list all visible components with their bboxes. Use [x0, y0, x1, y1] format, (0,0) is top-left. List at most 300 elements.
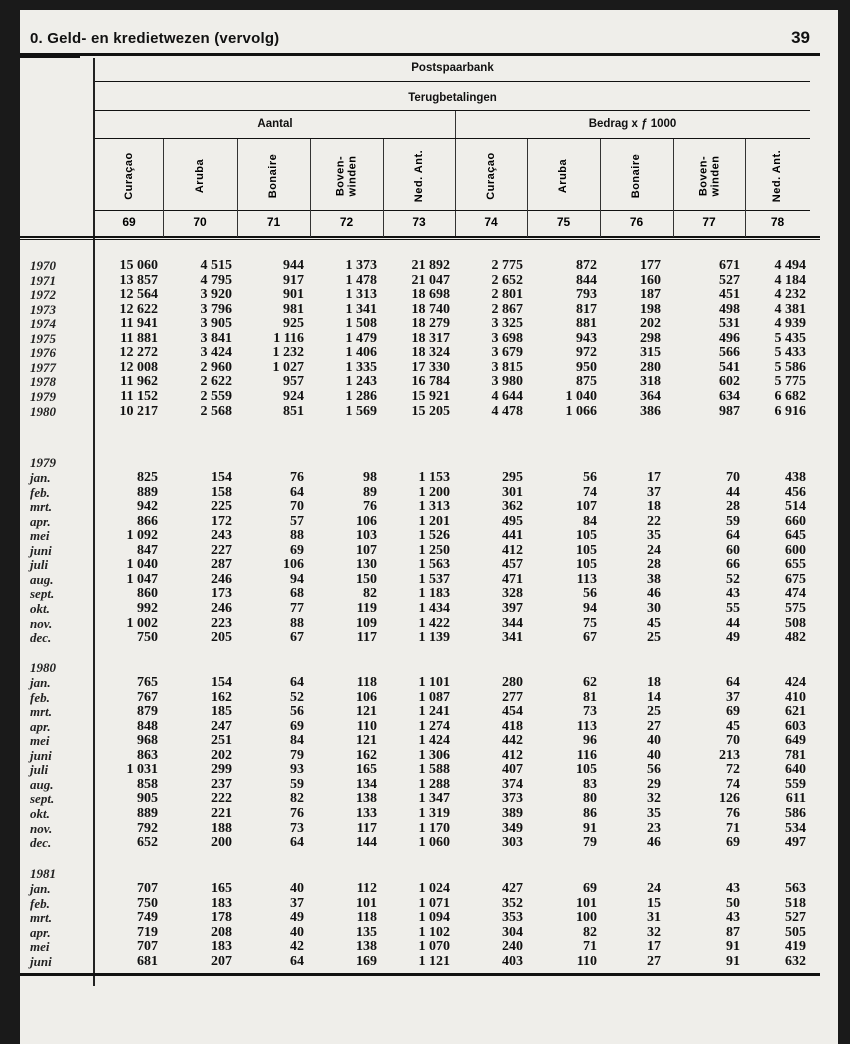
top-rule — [20, 53, 820, 56]
table-cell: 117 — [356, 630, 377, 646]
table-cell: 28 — [647, 557, 661, 573]
table-cell: 942 — [137, 499, 158, 515]
table-cell: 69 — [726, 704, 740, 720]
table-cell: 70 — [290, 499, 304, 515]
table-cell: 22 — [647, 513, 661, 529]
column-number: 72 — [339, 215, 354, 229]
table-cell: 397 — [502, 600, 523, 616]
table-cell: 96 — [583, 733, 597, 749]
row-label: 1979 — [30, 388, 56, 404]
table-cell: 765 — [137, 675, 158, 690]
table-cell: 943 — [576, 330, 597, 346]
table-cell: 106 — [356, 513, 377, 529]
row-label: okt. — [30, 805, 50, 821]
section-label: 1979 — [30, 455, 56, 470]
table-cell: 1 139 — [418, 630, 450, 646]
table-cell: 46 — [647, 586, 661, 602]
table-cell: 1 313 — [345, 287, 377, 303]
table-cell: 91 — [583, 820, 597, 836]
table-cell: 5 775 — [774, 374, 806, 390]
table-cell: 442 — [502, 733, 523, 749]
table-cell: 105 — [576, 528, 597, 544]
page-title: 0. Geld- en kredietwezen (vervolg) — [30, 30, 280, 47]
row-label: feb. — [30, 689, 50, 705]
table-cell: 3 796 — [200, 301, 232, 317]
table-cell: 118 — [356, 910, 377, 926]
table-cell: 73 — [583, 704, 597, 720]
table-cell: 55 — [726, 600, 740, 616]
table-cell: 4 515 — [200, 258, 232, 273]
table-cell: 158 — [211, 484, 232, 500]
bottom-rule — [20, 973, 820, 976]
table-cell: 75 — [583, 615, 597, 631]
table-cell: 1 588 — [418, 762, 450, 778]
table-cell: 2 960 — [200, 359, 232, 375]
row-label: mei — [30, 939, 50, 955]
column-header-label: Boven- winden — [696, 155, 721, 197]
table-cell: 11 941 — [120, 316, 158, 332]
table-cell: 62 — [583, 675, 597, 690]
table-cell: 1 002 — [126, 615, 158, 631]
row-label: 1980 — [30, 403, 56, 419]
column-number: 69 — [122, 215, 136, 229]
table-cell: 15 — [647, 895, 661, 911]
table-cell: 917 — [283, 272, 304, 288]
row-label: 1974 — [30, 316, 56, 332]
table-cell: 79 — [583, 835, 597, 851]
table-cell: 172 — [211, 513, 232, 529]
table-cell: 707 — [137, 881, 158, 896]
table-cell: 301 — [502, 484, 523, 500]
table-cell: 671 — [719, 258, 740, 273]
table-cell: 116 — [576, 747, 597, 763]
column-divider — [745, 139, 746, 237]
table-cell: 1 031 — [126, 762, 158, 778]
table-cell: 681 — [137, 953, 158, 969]
table-cell: 32 — [647, 924, 661, 940]
table-cell: 374 — [502, 776, 523, 792]
table-cell: 15 205 — [411, 403, 450, 419]
table-cell: 3 920 — [200, 287, 232, 303]
table-cell: 56 — [583, 470, 597, 485]
table-cell: 86 — [583, 805, 597, 821]
table-cell: 50 — [726, 895, 740, 911]
table-cell: 177 — [640, 258, 661, 273]
table-cell: 87 — [726, 924, 740, 940]
table-cell: 200 — [211, 835, 232, 851]
table-cell: 12 008 — [119, 359, 158, 375]
table-cell: 66 — [726, 557, 740, 573]
table-cell: 165 — [356, 762, 377, 778]
table-cell: 863 — [137, 747, 158, 763]
table-cell: 652 — [137, 835, 158, 851]
table-cell: 299 — [211, 762, 232, 778]
table-cell: 88 — [290, 615, 304, 631]
table-cell: 559 — [785, 776, 806, 792]
table-cell: 353 — [502, 910, 523, 926]
table-cell: 56 — [583, 586, 597, 602]
table-cell: 76 — [290, 470, 304, 485]
table-cell: 386 — [640, 403, 661, 419]
table-cell: 49 — [290, 910, 304, 926]
table-cell: 76 — [726, 805, 740, 821]
table-cell: 563 — [785, 881, 806, 896]
table-cell: 101 — [356, 895, 377, 911]
rule — [95, 110, 810, 111]
table-cell: 649 — [785, 733, 806, 749]
table-cell: 251 — [211, 733, 232, 749]
column-number: 71 — [266, 215, 281, 229]
column-header-label: Aruba — [194, 158, 206, 194]
table-cell: 227 — [211, 542, 232, 558]
table-cell: 881 — [576, 316, 597, 332]
table-cell: 56 — [647, 762, 661, 778]
table-cell: 1 479 — [345, 330, 377, 346]
table-cell: 4 381 — [774, 301, 806, 317]
table-cell: 719 — [137, 924, 158, 940]
column-number: 77 — [702, 215, 716, 229]
table-cell: 69 — [290, 542, 304, 558]
table-cell: 4 478 — [491, 403, 523, 419]
table-cell: 144 — [356, 835, 377, 851]
table-cell: 4 494 — [774, 258, 806, 273]
table-cell: 451 — [719, 287, 740, 303]
table-cell: 1 250 — [418, 542, 450, 558]
row-label: jan. — [30, 881, 51, 896]
table-cell: 183 — [211, 895, 232, 911]
table-cell: 222 — [211, 791, 232, 807]
table-cell: 60 — [726, 542, 740, 558]
row-label: juli — [30, 762, 49, 778]
table-cell: 45 — [647, 615, 661, 631]
table-cell: 59 — [290, 776, 304, 792]
table-cell: 71 — [726, 820, 740, 836]
table-cell: 94 — [583, 600, 597, 616]
row-label: 1971 — [30, 272, 56, 288]
table-cell: 817 — [576, 301, 597, 317]
table-cell: 318 — [640, 374, 661, 390]
table-cell: 162 — [356, 747, 377, 763]
table-cell: 37 — [647, 484, 661, 500]
column-header — [383, 142, 455, 210]
group-header: Postspaarbank — [411, 62, 494, 74]
table-cell: 1 040 — [126, 557, 158, 573]
table-cell: 6 682 — [774, 388, 806, 404]
table-cell: 875 — [576, 374, 597, 390]
table-cell: 106 — [283, 557, 304, 573]
table-cell: 56 — [290, 704, 304, 720]
row-label: dec. — [30, 630, 52, 646]
table-cell: 901 — [283, 287, 304, 303]
table-cell: 89 — [363, 484, 377, 500]
column-divider — [600, 139, 601, 237]
table-cell: 113 — [576, 571, 597, 587]
table-cell: 178 — [211, 910, 232, 926]
column-divider — [527, 139, 528, 237]
table-cell: 2 622 — [200, 374, 232, 390]
section-label: 1980 — [30, 660, 56, 675]
column-header-label: Ned. Ant. — [413, 149, 425, 203]
table-cell: 1 183 — [418, 586, 450, 602]
table-cell: 103 — [356, 528, 377, 544]
row-label: mrt. — [30, 499, 53, 515]
table-cell: 2 559 — [200, 388, 232, 404]
table-cell: 79 — [290, 747, 304, 763]
table-cell: 165 — [211, 881, 232, 896]
table-cell: 2 867 — [491, 301, 523, 317]
table-cell: 1 569 — [345, 403, 377, 419]
table-cell: 17 — [647, 939, 661, 955]
table-cell: 27 — [647, 953, 661, 969]
table-cell: 575 — [785, 600, 806, 616]
table-cell: 160 — [640, 272, 661, 288]
aantal-header: Aantal — [257, 118, 293, 130]
row-label: mrt. — [30, 910, 53, 926]
table-cell: 12 564 — [119, 287, 158, 303]
rule — [95, 138, 810, 139]
column-number: 75 — [556, 215, 571, 229]
table-cell: 456 — [785, 484, 806, 500]
table-cell: 69 — [583, 881, 597, 896]
table-cell: 634 — [719, 388, 740, 404]
page-number: 39 — [791, 28, 810, 47]
table-cell: 105 — [576, 557, 597, 573]
table-cell: 135 — [356, 924, 377, 940]
header-bottom-rule — [20, 236, 820, 238]
table-cell: 1 422 — [418, 615, 450, 631]
table-cell: 407 — [502, 762, 523, 778]
rule — [95, 210, 810, 211]
table-cell: 31 — [647, 910, 661, 926]
table-cell: 11 152 — [120, 388, 158, 404]
table-cell: 645 — [785, 528, 806, 544]
table-cell: 40 — [290, 881, 304, 896]
table-cell: 3 424 — [200, 345, 232, 361]
table-cell: 3 679 — [491, 345, 523, 361]
table-cell: 28 — [726, 499, 740, 515]
table-cell: 418 — [502, 718, 523, 734]
table-cell: 93 — [290, 762, 304, 778]
table-cell: 43 — [726, 910, 740, 926]
table-cell: 944 — [283, 258, 304, 273]
table-cell: 3 698 — [491, 330, 523, 346]
table-cell: 611 — [785, 791, 806, 807]
table-cell: 91 — [726, 939, 740, 955]
table-cell: 1 092 — [126, 528, 158, 544]
table-cell: 527 — [719, 272, 740, 288]
table-cell: 518 — [785, 895, 806, 911]
table-cell: 130 — [356, 557, 377, 573]
table-cell: 924 — [283, 388, 304, 404]
table-cell: 121 — [356, 733, 377, 749]
row-label: mrt. — [30, 704, 53, 720]
table-cell: 566 — [719, 345, 740, 361]
row-label: aug. — [30, 571, 54, 587]
table-cell: 621 — [785, 704, 806, 720]
table-cell: 640 — [785, 762, 806, 778]
row-label: juli — [30, 557, 49, 573]
table-cell: 1 094 — [418, 910, 450, 926]
table-cell: 213 — [719, 747, 740, 763]
table-cell: 73 — [290, 820, 304, 836]
table-cell: 30 — [647, 600, 661, 616]
document-page — [20, 10, 838, 1044]
table-cell: 600 — [785, 542, 806, 558]
table-cell: 4 795 — [200, 272, 232, 288]
column-header — [673, 142, 745, 210]
table-cell: 118 — [356, 675, 377, 690]
table-cell: 70 — [726, 733, 740, 749]
table-cell: 52 — [726, 571, 740, 587]
table-cell: 44 — [726, 615, 740, 631]
table-cell: 1 306 — [418, 747, 450, 763]
table-cell: 2 652 — [491, 272, 523, 288]
table-cell: 457 — [502, 557, 523, 573]
column-number: 70 — [193, 215, 207, 229]
table-cell: 32 — [647, 791, 661, 807]
table-cell: 1 070 — [418, 939, 450, 955]
column-divider — [673, 139, 674, 237]
table-cell: 4 184 — [774, 272, 806, 288]
table-cell: 1 526 — [418, 528, 450, 544]
table-cell: 64 — [726, 528, 740, 544]
table-cell: 603 — [785, 718, 806, 734]
column-divider — [383, 139, 384, 237]
table-cell: 1 347 — [418, 791, 450, 807]
table-cell: 1 434 — [418, 600, 450, 616]
table-cell: 77 — [290, 600, 304, 616]
table-cell: 1 201 — [418, 513, 450, 529]
table-cell: 98 — [363, 470, 377, 485]
table-cell: 52 — [290, 689, 304, 705]
table-cell: 18 740 — [411, 301, 450, 317]
table-cell: 14 — [647, 689, 661, 705]
table-cell: 117 — [356, 820, 377, 836]
table-cell: 707 — [137, 939, 158, 955]
table-cell: 76 — [363, 499, 377, 515]
table-cell: 205 — [211, 630, 232, 646]
table-cell: 225 — [211, 499, 232, 515]
table-cell: 505 — [785, 924, 806, 940]
table-cell: 12 622 — [119, 301, 158, 317]
table-cell: 424 — [785, 675, 806, 690]
column-header — [237, 142, 310, 210]
column-header — [600, 142, 673, 210]
table-cell: 497 — [785, 835, 806, 851]
column-header-label: Ned. Ant. — [771, 149, 784, 203]
table-cell: 5 435 — [774, 330, 806, 346]
table-cell: 119 — [356, 600, 377, 616]
table-cell: 100 — [576, 910, 597, 926]
table-cell: 3 841 — [200, 330, 232, 346]
header-bottom-rule — [20, 239, 820, 240]
row-label: juni — [30, 747, 52, 763]
table-cell: 471 — [502, 571, 523, 587]
table-cell: 64 — [726, 675, 740, 690]
table-cell: 198 — [640, 301, 661, 317]
table-cell: 1 286 — [345, 388, 377, 404]
table-cell: 81 — [583, 689, 597, 705]
table-cell: 246 — [211, 600, 232, 616]
table-cell: 94 — [290, 571, 304, 587]
table-cell: 105 — [576, 762, 597, 778]
table-cell: 162 — [211, 689, 232, 705]
table-cell: 70 — [726, 470, 740, 485]
table-cell: 17 330 — [411, 359, 450, 375]
table-cell: 1 288 — [418, 776, 450, 792]
row-label: dec. — [30, 835, 52, 851]
column-header-label: Curaçao — [123, 152, 135, 200]
table-cell: 43 — [726, 881, 740, 896]
table-cell: 40 — [647, 733, 661, 749]
table-cell: 74 — [583, 484, 597, 500]
column-number: 73 — [412, 215, 426, 229]
table-cell: 427 — [502, 881, 523, 896]
table-cell: 247 — [211, 718, 232, 734]
table-cell: 5 433 — [774, 345, 806, 361]
table-cell: 2 568 — [200, 403, 232, 419]
table-cell: 121 — [356, 704, 377, 720]
table-cell: 349 — [502, 820, 523, 836]
rule — [95, 81, 810, 82]
table-cell: 88 — [290, 528, 304, 544]
row-label: juni — [30, 953, 52, 969]
table-cell: 84 — [583, 513, 597, 529]
table-cell: 1 060 — [418, 835, 450, 851]
table-cell: 341 — [502, 630, 523, 646]
table-cell: 454 — [502, 704, 523, 720]
table-cell: 110 — [356, 718, 377, 734]
table-cell: 138 — [356, 791, 377, 807]
table-cell: 138 — [356, 939, 377, 955]
table-cell: 40 — [290, 924, 304, 940]
table-cell: 37 — [726, 689, 740, 705]
table-cell: 1 027 — [272, 359, 304, 375]
table-cell: 16 784 — [411, 374, 450, 390]
table-cell: 4 939 — [774, 316, 806, 332]
table-cell: 83 — [583, 776, 597, 792]
column-divider — [163, 139, 164, 237]
table-cell: 4 232 — [774, 287, 806, 303]
table-cell: 750 — [137, 895, 158, 911]
column-header-label: Bonaire — [630, 153, 643, 199]
table-cell: 364 — [640, 388, 661, 404]
table-cell: 237 — [211, 776, 232, 792]
table-cell: 1 373 — [345, 258, 377, 273]
table-cell: 67 — [290, 630, 304, 646]
table-cell: 169 — [356, 953, 377, 969]
table-cell: 675 — [785, 571, 806, 587]
table-cell: 18 — [647, 499, 661, 515]
column-header — [163, 142, 237, 210]
table-cell: 154 — [211, 470, 232, 485]
table-cell: 295 — [502, 470, 523, 485]
table-cell: 82 — [290, 791, 304, 807]
table-cell: 1 116 — [273, 330, 304, 346]
table-cell: 101 — [576, 895, 597, 911]
table-cell: 15 060 — [119, 258, 158, 273]
column-header-label: Aruba — [557, 158, 570, 194]
table-cell: 18 324 — [411, 345, 450, 361]
table-cell: 208 — [211, 924, 232, 940]
table-cell: 792 — [137, 820, 158, 836]
table-cell: 848 — [137, 718, 158, 734]
table-cell: 107 — [576, 499, 597, 515]
table-cell: 38 — [647, 571, 661, 587]
table-cell: 43 — [726, 586, 740, 602]
table-cell: 64 — [290, 953, 304, 969]
table-cell: 1 102 — [418, 924, 450, 940]
